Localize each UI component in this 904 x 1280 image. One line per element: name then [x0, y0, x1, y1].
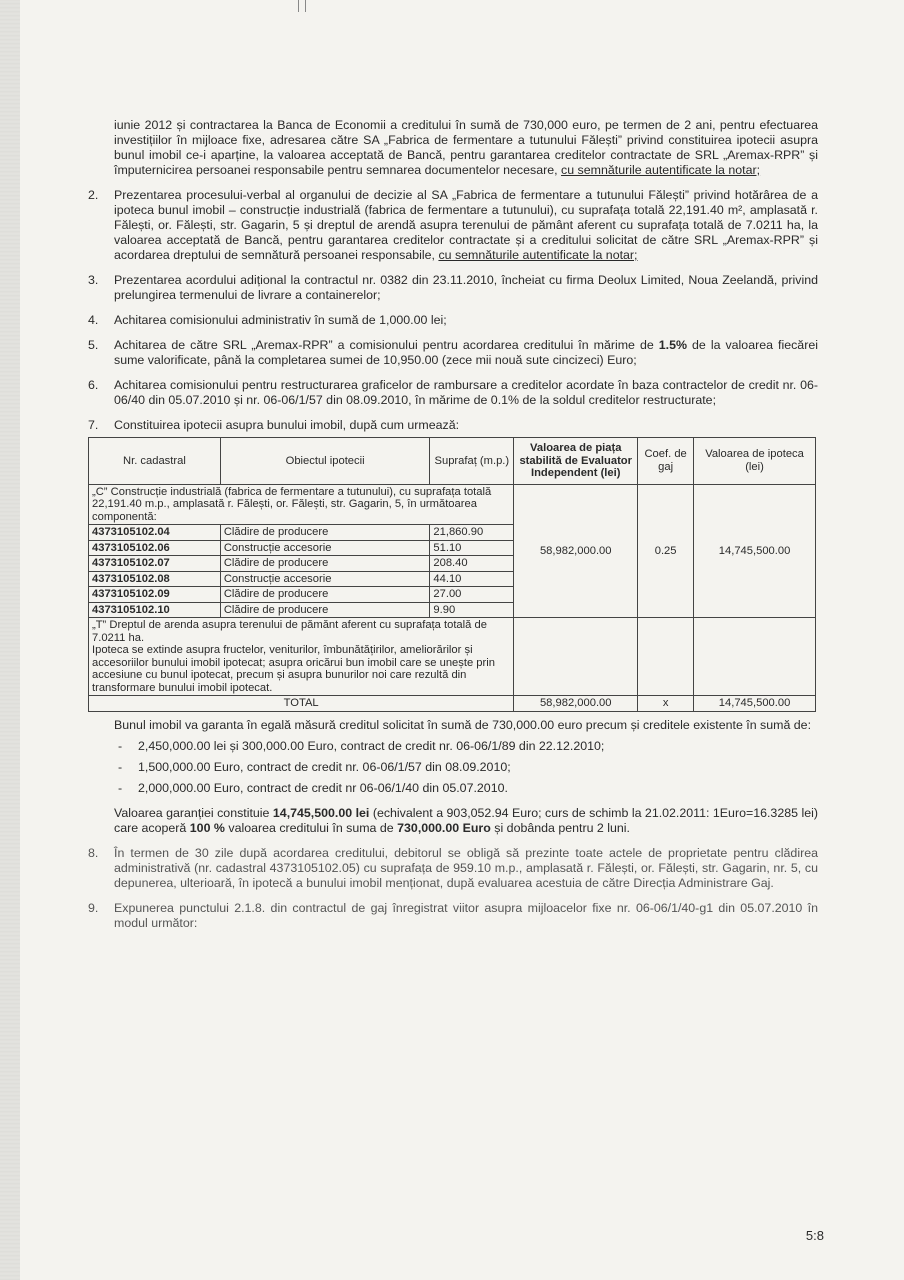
header-object: Obiectul ipotecii	[220, 438, 430, 485]
guarantee-paragraph: Bunul imobil va garanta în egală măsură creditul solicitat în sumă de 730,000.00 euro precum și creditele existente în sumă de:	[114, 717, 812, 732]
item-4: 4. Achitarea comisionului administrativ în sumă de 1,000.00 lei;	[88, 313, 447, 327]
group-c-row	[89, 484, 816, 525]
table-row: 4373105102.07 Clădire de producere 208.40	[89, 556, 816, 572]
header-mortgage-value: Valoarea de ipoteca (lei)	[694, 438, 816, 485]
guarantee-value-paragraph: Valoarea garanției constituie 14,745,500.00 lei (echivalent a 903,052.94 Euro; curs de schimb la 21.02.2011: 1Euro=16.3285 lei) care acoperă 100 % valoarea creditului în suma de 730,000.00 Euro și dobânda pentru 2 luni.	[114, 805, 818, 835]
table-row: 4373105102.10 Clădire de producere 9.90	[89, 602, 816, 618]
item-6: 6. Achitarea comisionului pentru restructurarea graficelor de rambursare a creditelor acordate în baza contractelor de credit nr. 06-06/40 din 05.07.2010 și nr. 06-06/1/57 din 08.09.2010, în mărime de 0.1% de la soldul creditelor restructurate;	[88, 378, 818, 407]
table-row: 4373105102.09 Clădire de producere 27.00	[89, 587, 816, 603]
header-cadastral: Nr. cadastral	[89, 438, 221, 485]
table-header-row	[89, 438, 816, 485]
group-c-description: „C” Construcție industrială (fabrica de fermentare a tutunului), cu suprafața totală 22,191.40 m.p., amplasată r. Fălești, or. Fălești, str. Gagarin, 5, în următoarea componentă:	[89, 484, 514, 525]
item-5: 5. Achitarea de către SRL „Aremax-RPR” a comisionului pentru acordarea creditului în mărime de 1.5% de la valoarea fiecărei sume valorificate, până la completarea sumei de 10,950.00 (zece mii nouă sute cincizeci) Euro;	[88, 338, 818, 367]
total-coef: x	[638, 696, 694, 712]
item-8: 8. În termen de 30 zile după acordarea creditului, debitorul se obligă să prezinte toate actele de proprietate pentru clădirea administrativă (nr. cadastral 4373105102.05) cu suprafața de 959.10 m.p., amplasată r. Fălești, or. Fălești, str. Gagarin, nr. 5, cu depunerea, ulterioară, în ipotecă a bunului imobil menționat, după evaluarea acestuia de către Direcția Administrare Gaj.	[88, 845, 818, 890]
coef-cell: 0.25	[638, 484, 694, 618]
total-mortgage-value: 14,745,500.00	[694, 696, 816, 712]
page-number: 5:8	[805, 1228, 824, 1243]
group-t-row	[89, 618, 816, 696]
credit-line: - 2,450,000.00 lei și 300,000.00 Euro, contract de credit nr. 06-06/1/89 din 22.12.2010;	[118, 738, 605, 753]
market-value-cell: 58,982,000.00	[514, 484, 638, 618]
mortgage-value-cell: 14,745,500.00	[694, 484, 816, 618]
mortgage-table	[88, 437, 816, 712]
item-2: 2. Prezentarea procesului-verbal al organului de decizie al SA „Fabrica de fermentare a tutunului Fălești” privind hotărârea de a ipoteca bunul imobil – construcție industrială (fabrica de fermentare a tutunului), cu suprafața totală 22,191.40 m², amplasată r. Fălești, or. Fălești, str. Gagarin, 5 și dreptul de arendă asupra terenului de pământ aferent cu suprafața totală de 7.0211 ha, la valoarea acceptată de Bancă, pentru garantarea creditelor contractate și a creditului solicitat de către SRL „Aremax-RPR” și acordarea dreptului de semnătură persoanei responsabile, cu semnăturile autentificate la notar;	[88, 188, 818, 262]
total-label: TOTAL	[89, 696, 514, 712]
table-row: 4373105102.06 Construcție accesorie 51.10	[89, 540, 816, 556]
header-area: Suprafaț (m.p.)	[430, 438, 514, 485]
item-3: 3. Prezentarea acordului adițional la contractul nr. 0382 din 23.11.2010, încheiat cu firma Deolux Limited, Noua Zeelandă, privind prelungirea termenului de livrare a containerelor;	[88, 273, 818, 302]
top-mark	[298, 0, 306, 12]
credit-line: - 1,500,000.00 Euro, contract de credit nr. 06-06/1/57 din 08.09.2010;	[118, 759, 511, 774]
group-t-description: „T” Dreptul de arenda asupra terenului de pămănt aferent cu suprafața totală de 7.0211 ha. Ipoteca se extinde asupra fructelor, veniturilor, îmbunătățirilor, ameliorărilor și accesoriilor bunului imobil ipotecat; asupra oricărui bun imobil care se unește prin accesiune cu bunul ipotecat, precum și asupra bunurilor noi care rezultă din transformare bunului imobil ipotecat.	[89, 618, 514, 696]
total-market-value: 58,982,000.00	[514, 696, 638, 712]
credit-line: - 2,000,000.00 Euro, contract de credit nr 06-06/1/40 din 05.07.2010.	[118, 780, 508, 795]
document-page	[78, 118, 818, 931]
item-9: 9. Expunerea punctului 2.1.8. din contractul de gaj înregistrat viitor asupra mijloacelor fixe nr. 06-06/1/40-g1 din 05.07.2010 în modul următor:	[88, 900, 818, 930]
item-7: 7. Constituirea ipotecii asupra bunului imobil, după cum urmează:	[88, 418, 460, 432]
scan-edge	[0, 0, 20, 1280]
intro-paragraph: iunie 2012 și contractarea la Banca de Economii a creditului în sumă de 730,000 euro, pe termen de 2 ani, pentru efectuarea investițiilor în mijloace fixe, adresarea către SA „Fabrica de fermentare a tutunului Fălești” privind constituirea ipotecii asupra bunul imobil ce-i aparține, la valoarea acceptată de Bancă, pentru garantarea creditelor contractate de SRL „Aremax-RPR” și împuternicirea persoanei responsabile pentru semnarea documentelor necesare, cu semnăturile autentificate la notar;	[114, 118, 818, 177]
header-coef: Coef. de gaj	[638, 438, 694, 485]
total-row	[89, 696, 816, 712]
header-market-value: Valoarea de piața stabilită de Evaluator Independent (lei)	[514, 438, 638, 485]
table-row: 4373105102.08 Construcție accesorie 44.10	[89, 571, 816, 587]
table-row: 4373105102.04 Clădire de producere 21,860.90	[89, 525, 816, 541]
